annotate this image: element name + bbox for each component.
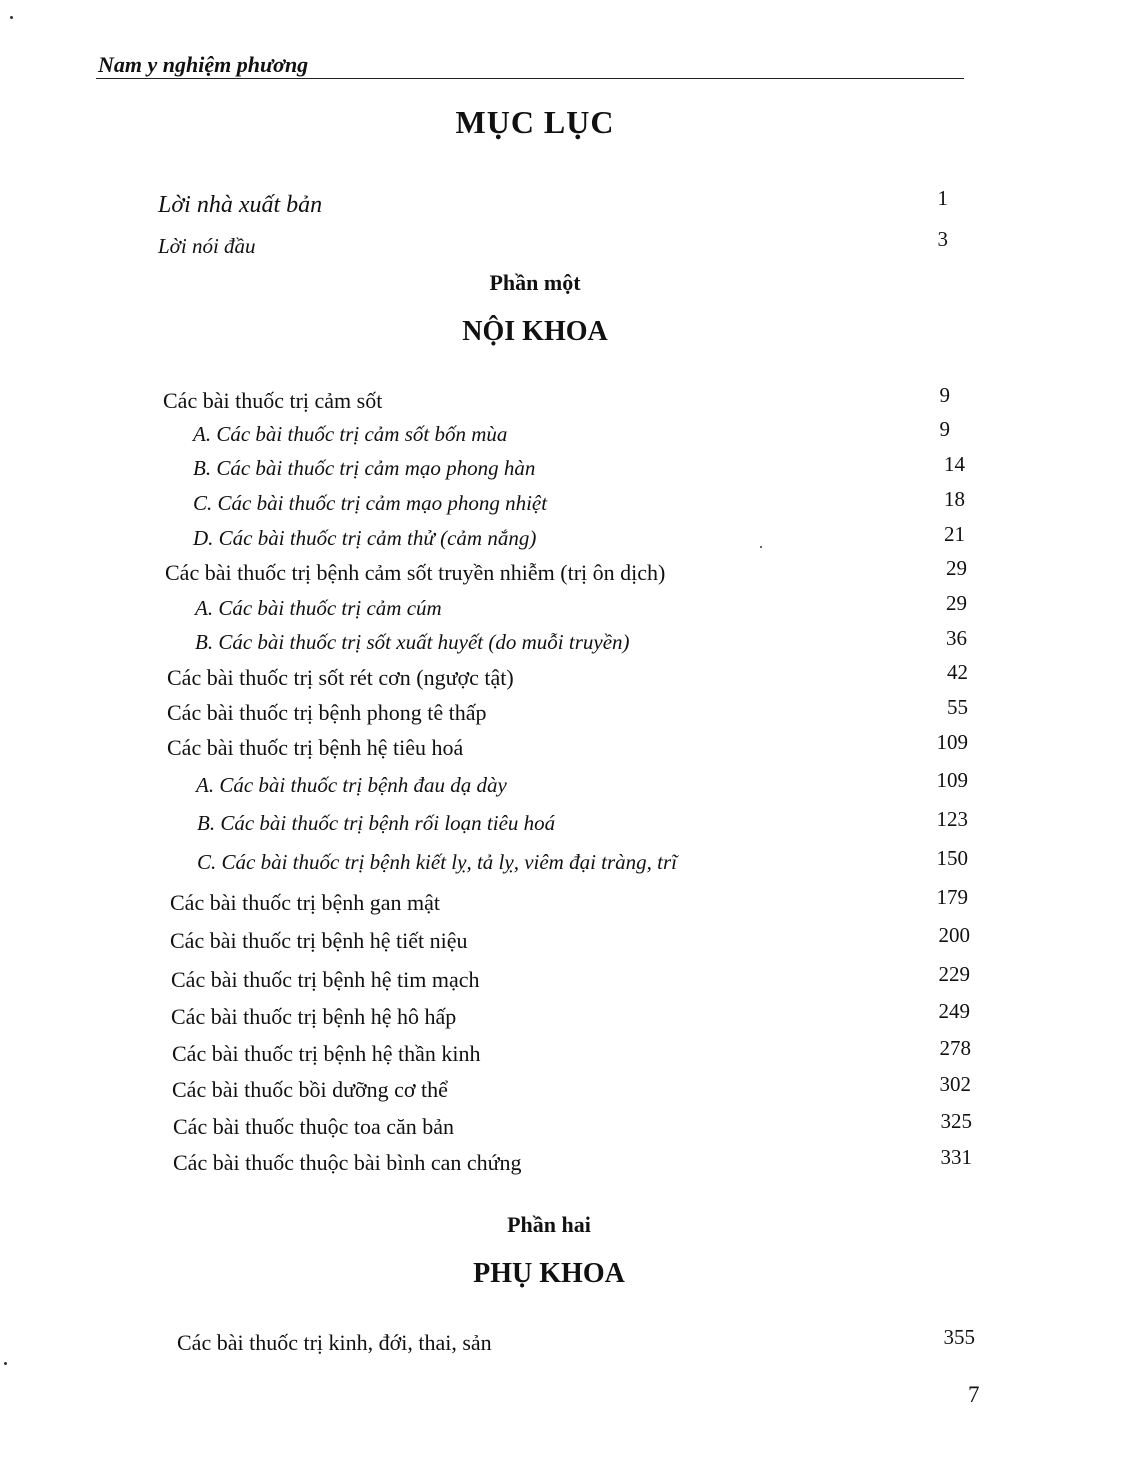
toc-entry-page: 1 [937,186,948,210]
toc-entry-label: Các bài thuốc bồi dưỡng cơ thể [172,1077,448,1102]
toc-entry-label: Các bài thuốc trị cảm sốt [163,388,383,413]
toc-title: MỤC LỤC [455,104,615,140]
toc-entry [0,695,1135,730]
toc-entry-page: 123 [936,807,968,831]
toc-entry-label: Các bài thuốc trị kinh, đới, thai, sản [177,1330,492,1355]
toc-entry-page: 150 [936,846,968,870]
scan-speck [10,16,13,19]
toc-entry-label: Các bài thuốc trị bệnh hệ hô hấp [171,1004,457,1029]
toc-entry-label: A. Các bài thuốc trị cảm cúm [195,596,442,620]
part-two-label: Phần hai [507,1212,591,1237]
part-one-label: Phần một [489,270,581,295]
toc-entry-page: 325 [940,1109,972,1133]
toc-entry [0,556,1135,590]
toc-entry-label: B. Các bài thuốc trị bệnh rối loạn tiêu hoá [197,811,556,835]
toc-entry-page: 42 [947,660,968,684]
toc-entry-label: C. Các bài thuốc trị cảm mạo phong nhiệt [193,491,548,515]
toc-entry [0,383,1135,418]
toc-entry-page: 29 [946,591,967,615]
toc-entry-label: Các bài thuốc trị bệnh phong tê thấp [167,700,487,725]
toc-entry-page: 179 [936,885,968,909]
toc-entry-label: Các bài thuốc trị bệnh hệ tiết niệu [170,928,468,953]
toc-entry [0,487,1135,521]
toc-entry-page: 302 [939,1072,971,1096]
toc-entry-page: 9 [939,417,950,441]
toc-entry [0,591,1135,626]
toc-entry-label: B. Các bài thuốc trị cảm mạo phong hàn [193,456,536,480]
toc-entry [0,730,1135,765]
toc-entry [0,768,1135,803]
scan-speck [760,546,762,548]
toc-entry-page: 14 [944,452,965,476]
toc-entry [0,1109,1135,1144]
toc-entry-label: Các bài thuốc trị bệnh cảm sốt truyền nhiễm (trị ôn dịch) [165,560,666,585]
toc-entry-label: Các bài thuốc thuộc bài bình can chứng [173,1150,522,1175]
toc-entry-page: 355 [943,1325,975,1349]
toc-entry-label: A. Các bài thuốc trị bệnh đau dạ dày [196,773,507,797]
toc-entry-front [0,186,1135,222]
toc-entry-page: 229 [938,962,970,986]
toc-entry-page: 3 [937,227,948,251]
toc-entry-label: Các bài thuốc trị bệnh hệ thần kinh [172,1041,481,1066]
toc-entry [0,452,1135,486]
toc-entry [0,962,1135,997]
toc-entry-page: 18 [944,487,965,511]
toc-entry-label: Các bài thuốc trị bệnh hệ tiêu hoá [167,735,464,760]
toc-entry-label: Các bài thuốc thuộc toa căn bản [173,1114,455,1139]
toc-entry [0,522,1135,556]
toc-entry-page: 331 [940,1145,972,1169]
toc-entry [0,660,1135,695]
toc-entry-page: 200 [938,923,970,947]
toc-entry [0,999,1135,1034]
toc-entry-label: Các bài thuốc trị bệnh hệ tim mạch [171,967,480,992]
header-rule [96,78,964,79]
toc-entry [0,417,1135,452]
toc-entry-label: D. Các bài thuốc trị cảm thử (cảm nắng) [193,526,537,550]
toc-entry-page: 109 [936,730,968,754]
toc-entry-label: B. Các bài thuốc trị sốt xuất huyết (do muỗi truyền) [195,630,630,654]
toc-entry [0,885,1135,920]
toc-entry-page: 55 [947,695,968,719]
scan-speck [4,1362,7,1365]
toc-entry-label: Các bài thuốc trị bệnh gan mật [170,890,441,915]
toc-entry [0,1072,1135,1107]
toc-entry-page: 21 [944,522,965,546]
toc-entry [0,923,1135,958]
toc-entry-page: 29 [946,556,967,580]
toc-entry-label: Các bài thuốc trị sốt rét cơn (ngược tật) [167,665,514,690]
toc-entry-page: 36 [946,626,967,650]
toc-entry-label: Lời nhà xuất bản [158,192,323,218]
part-one-title: NỘI KHOA [462,316,608,347]
toc-entry-page: 109 [936,768,968,792]
toc-entry-label: Lời nói đầu [158,234,256,258]
toc-entry-page: 278 [939,1036,971,1060]
toc-entry-front [0,227,1135,264]
running-head: Nam y nghiệm phương [98,52,309,77]
toc-entry [0,1036,1135,1071]
toc-entry-label: A. Các bài thuốc trị cảm sốt bốn mùa [193,422,508,446]
toc-entry [0,1145,1135,1180]
page-number: 7 [968,1382,980,1407]
toc-entry [0,846,1135,880]
part-two-title: PHỤ KHOA [473,1258,625,1289]
toc-entry-page: 249 [938,999,970,1023]
toc-entry-label: C. Các bài thuốc trị bệnh kiết lỵ, tả lỵ, viêm đại tràng, trĩ [197,850,678,874]
toc-entry [0,807,1135,841]
toc-entry [0,626,1135,660]
toc-entry [0,1325,1135,1360]
toc-entry-page: 9 [939,383,950,407]
